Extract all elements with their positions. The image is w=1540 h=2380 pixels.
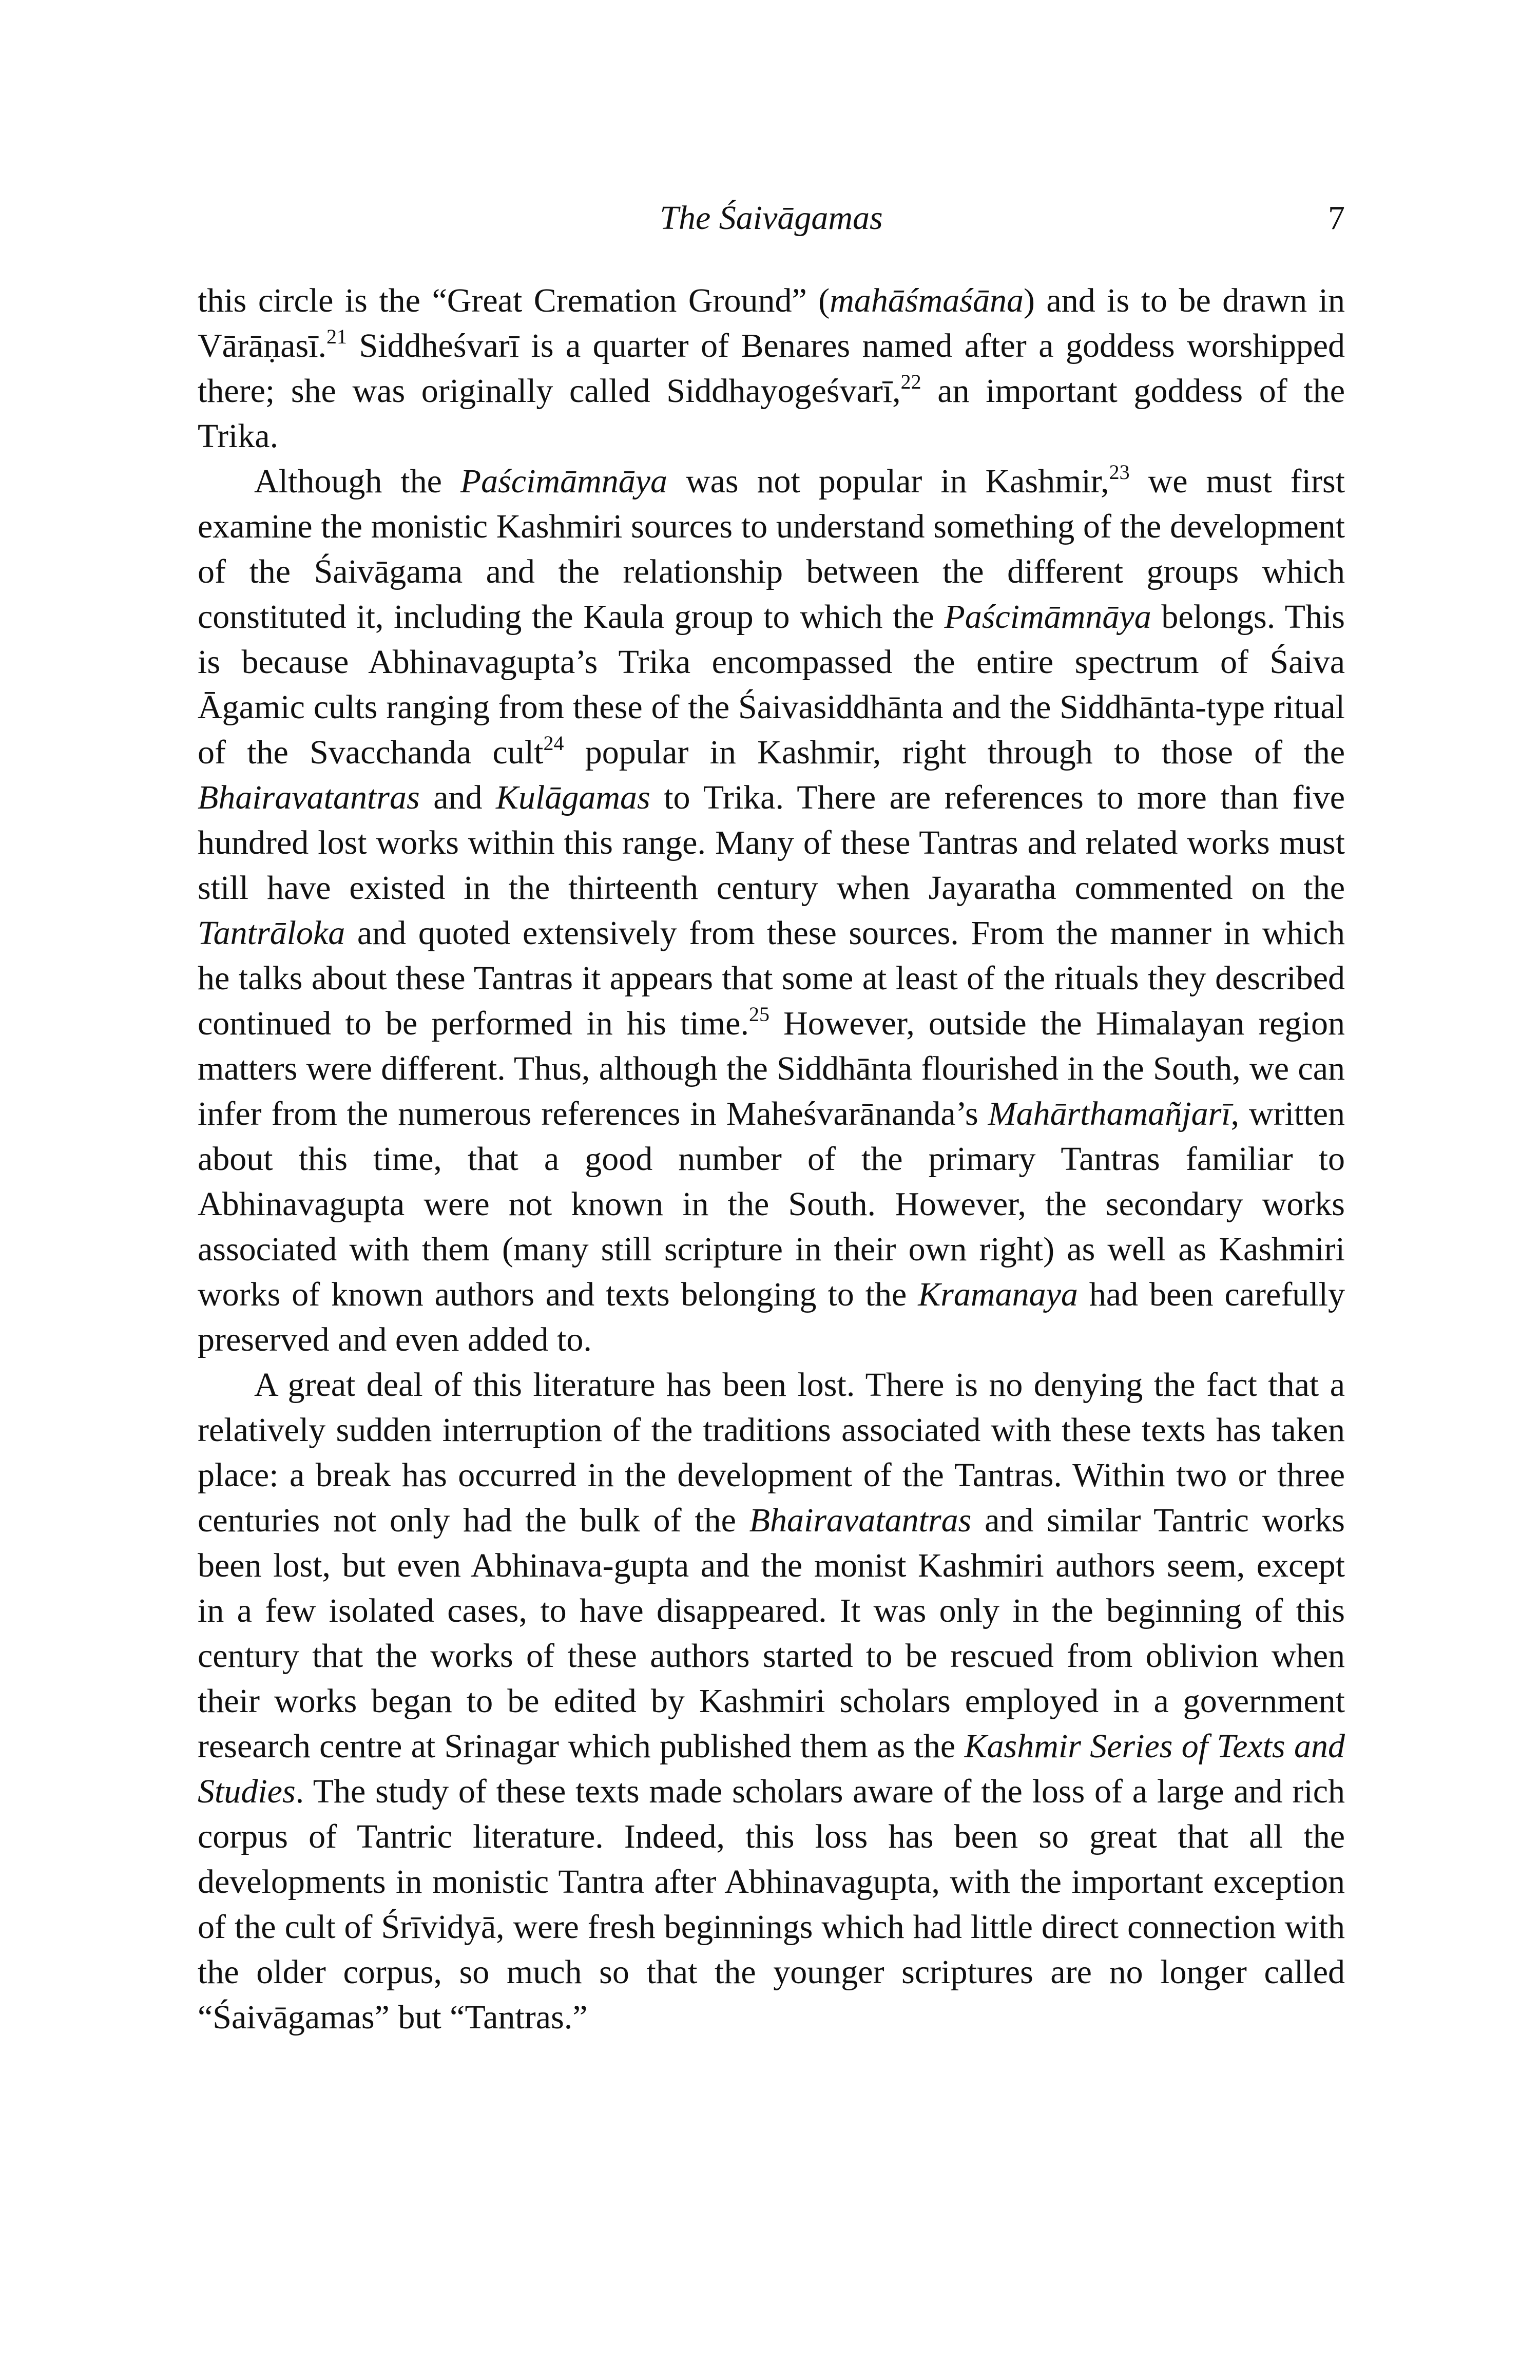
text-run: an important goddess of the Trika. (198, 372, 1345, 455)
paragraph-3 (198, 1362, 1345, 2040)
footnote-mark: 21 (326, 325, 348, 348)
footnote-mark: 22 (900, 370, 921, 393)
italic-term: Bhairavatantras (198, 779, 420, 816)
italic-term: Tantrāloka (198, 914, 345, 952)
text-run: this circle is the “Great Cremation Ground” ( (198, 282, 830, 319)
text-run: ) and is to be drawn in Vārāṇasī. (198, 282, 1345, 364)
italic-term: Kulāgamas (495, 779, 650, 816)
text-run: , written about this time, that a good number of the primary Tantras familiar to Abhinavagupta were not known in the South. However, the secondary works associated with them (many still scripture in their own right) as well as Kashmiri works of known authors and texts belonging to the (198, 1095, 1345, 1313)
italic-term: Mahārthamañjarī (988, 1095, 1231, 1133)
footnote-mark: 24 (543, 732, 564, 755)
italic-term: Paścimāmnāya (460, 463, 668, 500)
paragraph-2 (198, 459, 1345, 1362)
text-run: was not popular in Kashmir, (667, 463, 1109, 500)
footnote-mark: 23 (1109, 460, 1130, 484)
body-text (198, 278, 1345, 2040)
italic-term: Kramanaya (918, 1276, 1078, 1313)
footnote-mark: 25 (748, 1003, 769, 1026)
paragraph-1 (198, 278, 1345, 459)
text-run: popular in Kashmir, right through to those of the (564, 734, 1345, 771)
running-header (198, 190, 1345, 246)
text-run: and (419, 779, 496, 816)
text-run: to Trika. There are references to more than five hundred lost works within this range. Many of these Tantras and related works must still have existed in the thirteenth century when Jayaratha commented on the (198, 779, 1345, 907)
italic-term: Paścimāmnāya (944, 598, 1151, 636)
text-run: . The study of these texts made scholars aware of the loss of a large and rich corpus of Tantric literature. Indeed, this loss has been so great that all the developments in monistic Tantra after Abhinavagupta, with the important exception of the cult of Śrīvidyā, were fresh beginnings which had little direct connection with the older corpus, so much so that the younger scriptures are no longer called “Śaivāgamas” but “Tantras.” (198, 1773, 1345, 2036)
italic-term: Bhairavatantras (749, 1502, 972, 1539)
text-run: we must first examine the monistic Kashmiri sources to understand something of the development of the Śaivāgama and the relationship between the different groups which constituted it, including the Kaula group to which the (198, 463, 1345, 636)
text-run: had been carefully preserved and even added to. (198, 1276, 1345, 1358)
text-run: A great deal of this literature has been lost. There is no denying the fact that a relatively sudden interruption of the traditions associated with these texts has taken place: a break has occurred in the development of the Tantras. Within two or three centuries not only had the bulk of the (198, 1366, 1345, 1539)
text-run: and quoted extensively from these sources. From the manner in which he talks about these Tantras it appears that some at least of the rituals they described continued to be performed in his time. (198, 914, 1345, 1042)
text-run: However, outside the Himalayan region matters were different. Thus, although the Siddhānta flourished in the South, we can infer from the numerous references in Maheśvarānanda’s (198, 1005, 1345, 1133)
text-run: Although the (254, 463, 460, 500)
text-run: Siddheśvarī is a quarter of Benares named after a goddess worshipped there; she was originally called Siddhayogeśvarī, (198, 327, 1345, 410)
page-number: 7 (1328, 199, 1345, 237)
italic-term: Kashmir Series of Texts and Studies (198, 1728, 1345, 1810)
text-run: belongs. This is because Abhinavagupta’s Trika encompassed the entire spectrum of Śaiva Āgamic cults ranging from these of the Śaivasiddhānta and the Siddhānta-type ritual of the Svacchanda cult (198, 598, 1345, 771)
italic-term: mahāśmaśāna (830, 282, 1024, 319)
text-run: and similar Tantric works been lost, but even Abhinava-gupta and the monist Kashmiri authors seem, except in a few isolated cases, to have disappeared. It was only in the beginning of this century that the works of these authors started to be rescued from oblivion when their works began to be edited by Kashmiri scholars employed in a government research centre at Srinagar which published them as the (198, 1502, 1345, 1765)
running-title: The Śaivāgamas (660, 199, 883, 237)
